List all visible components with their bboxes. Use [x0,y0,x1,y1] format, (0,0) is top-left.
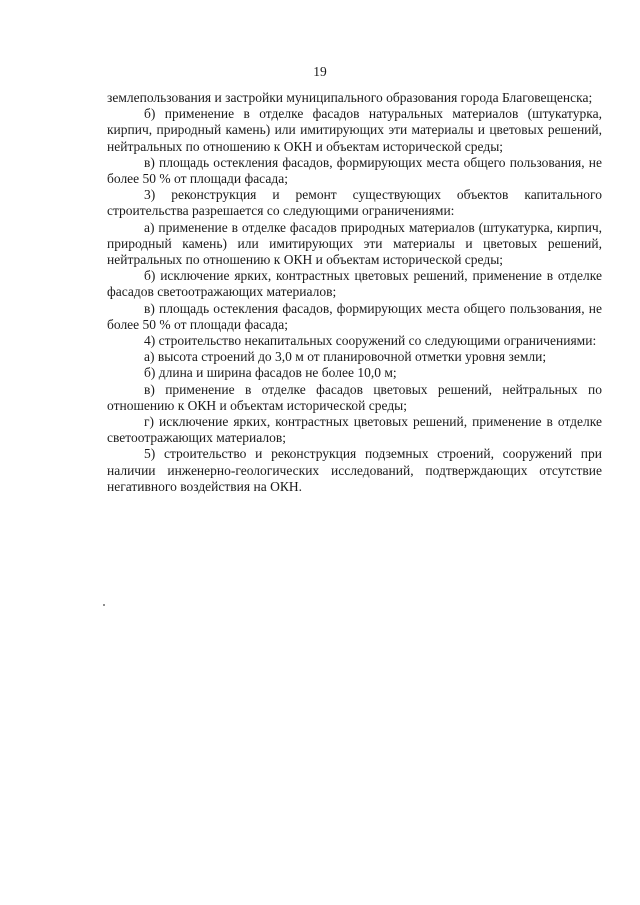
paragraph-1: землепользования и застройки муниципального образования города Благовещенска; [107,90,593,105]
paragraph-8: 4) строительство некапитальных сооружений со следующими ограничениями: [144,333,597,349]
paragraph-10: б) длина и ширина фасадов не более 10,0 м; [144,365,397,381]
paragraph-7: в) площадь остекления фасадов, формирующих места общего пользования, не более 50 % от площади фасада; [107,300,602,332]
paragraph-4: 3) реконструкция и ремонт существующих объектов капитального строительства разрешается со следующими ограничениями: [107,187,602,219]
paragraph-2: б) применение в отделке фасадов натуральных материалов (штукатурка, кирпич, природный камень) или имитирующих эти материалы и цветовых решений, нейтральных по отношению к ОКН и объектам исторической среды; [107,106,602,154]
paragraph-12: г) исключение ярких, контрастных цветовых решений, применение в отделке светоотражающих материалов; [107,414,602,446]
paragraph-13: 5) строительство и реконструкция подземных строений, сооружений при наличии инженерно-геологических исследований, подтверждающих отсутствие негативного воздействия на ОКН. [107,446,602,494]
document-body [107,90,602,495]
page-number: 19 [313,64,327,79]
paragraph-6: б) исключение ярких, контрастных цветовых решений, применение в отделке фасадов светоотражающих материалов; [107,268,602,300]
paragraph-3: в) площадь остекления фасадов, формирующих места общего пользования, не более 50 % от площади фасада; [107,154,602,187]
paragraph-9: а) высота строений до 3,0 м от планировочной отметки уровня земли; [144,349,547,365]
scan-speck [103,604,105,606]
paragraph-11: в) применение в отделке фасадов цветовых решений, нейтральных по отношению к ОКН и объектам исторической среды; [107,381,602,413]
paragraph-5: а) применение в отделке фасадов природных материалов (штукатурка, кирпич, природный камень) или имитирующих эти материалы и цветовых решений, нейтральных по отношению к ОКН и объектам исторической среды; [107,219,602,268]
